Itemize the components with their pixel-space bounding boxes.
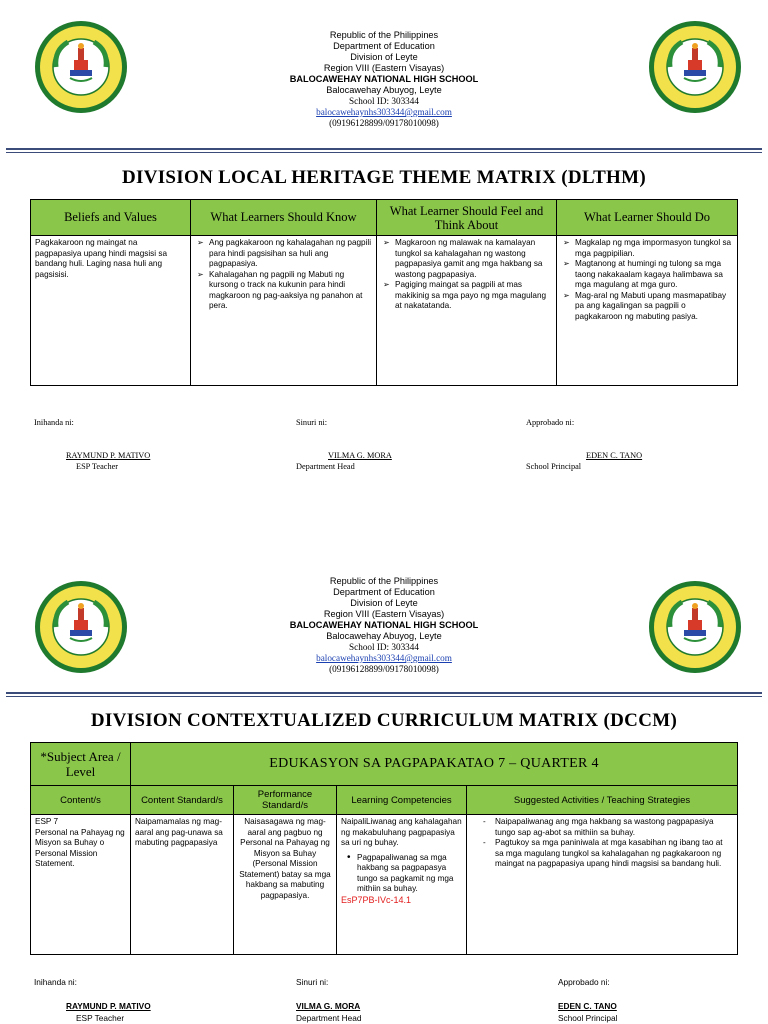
checked-label: Sinuri ni:: [296, 977, 329, 987]
division-line: Division of Leyte: [350, 598, 418, 608]
prepared-label: Inihanda ni:: [34, 418, 74, 427]
subject-area-label: *Subject Area / Level: [31, 743, 131, 786]
school-name: BALOCAWEHAY NATIONAL HIGH SCHOOL: [289, 620, 479, 630]
checked-role: Department Head: [296, 462, 355, 471]
school-id: School ID: 303344: [349, 96, 419, 106]
dccm-title: DIVISION CONTEXTUALIZED CURRICULUM MATRIX (DCCM): [90, 710, 678, 731]
competency-text: NaipaliLiwanag ang kahalagahan ng makabuluhang pagpapasiya sa uri ng buhay.: [341, 817, 462, 847]
header-performance-standard: Performance Standard/s: [234, 786, 337, 815]
region-line: Region VIII (Eastern Visayas): [323, 609, 445, 619]
school-address: Balocawehay Abuyog, Leyte: [326, 631, 442, 641]
prepared-name: RAYMUND P. MATIVO: [66, 451, 151, 460]
competency-code: EsP7PB-IVc-14.1: [341, 894, 412, 905]
list-item: ➢ Ang pagkakaroon ng kahalagahan ng pagpili para hindi pagsisihan sa huli ang pagpapasiya.: [195, 238, 372, 270]
signatories: [0, 560, 768, 1024]
beliefs-cell: Pagkakaroon ng maingat na pagpapasiya upang hindi magsisi sa bandang huli. Laging nasa huli ang pagsisisi.: [31, 236, 191, 386]
header-content-standard: Content Standard/s: [131, 786, 234, 815]
list-item: - Pagtukoy sa mga paniniwala at mga kasabihan ng ibang tao at sa mga magulang tungkol sa kahalagahan ng pagkakaroon ng maingat na pagpapasiya upang hindi magsisi sa bandang huli.: [481, 838, 723, 870]
content-text: Personal na Pahayag ng Misyon sa Buhay o Personal Mission Statement.: [35, 827, 125, 868]
list-item: ➢ Magkaroon ng malawak na kamalayan tungkol sa kahalagahan ng wastong pagpapasiya gamit ang mga hakbang sa wastong pagpapasiya.: [381, 238, 552, 280]
prepared-role: ESP Teacher: [76, 1013, 125, 1023]
dlthm-title: DIVISION LOCAL HERITAGE THEME MATRIX (DLTHM): [122, 167, 646, 188]
performance-standard-cell: Naisasagawa ng mag-aaral ang pagbuo ng Personal na Pahayag ng Misyon sa Buhay (Personal Mission Statement) batay sa mga hakbang sa mabuting pagpapasiya.: [234, 815, 337, 955]
deped-line: Department of Education: [333, 587, 435, 597]
content-standard-cell: Naipamamalas ng mag-aaral ang pag-unawa sa mabuting pagpapasiya: [131, 815, 234, 955]
school-id: School ID: 303344: [349, 642, 419, 652]
header-learning-competencies: Learning Competencies: [337, 786, 467, 815]
division-line: Division of Leyte: [350, 52, 418, 62]
region-line: Region VIII (Eastern Visayas): [323, 63, 445, 73]
school-name: BALOCAWEHAY NATIONAL HIGH SCHOOL: [289, 74, 479, 84]
school-phone: (09196128899/09178010098): [329, 664, 439, 674]
approved-name: EDEN C. TANO: [586, 451, 643, 460]
subject-area-value: EDUKASYON SA PAGPAPAKATAO 7 – QUARTER 4: [131, 743, 738, 786]
prepared-name: RAYMUND P. MATIVO: [66, 1001, 151, 1011]
republic-line: Republic of the Philippines: [329, 576, 439, 586]
prepared-label: Inihanda ni:: [34, 977, 77, 987]
checked-label: Sinuri ni:: [296, 418, 328, 427]
header-feel: What Learner Should Feel and Think About: [377, 200, 557, 236]
approved-label: Approbado ni:: [526, 418, 575, 427]
list-item: - Naipapaliwanag ang mga hakbang sa wastong pagpapasiya tungo sap ag-abot sa mithiin sa buhay.: [481, 817, 723, 838]
school-email-link[interactable]: balocawehaynhs303344@gmail.com: [316, 107, 452, 117]
school-phone: (09196128899/09178010098): [329, 118, 439, 128]
school-address: Balocawehay Abuyog, Leyte: [326, 85, 442, 95]
list-item: ➢ Pagiging maingat sa pagpili at mas makikinig sa mga payo ng mga magulang at nakatatanda.: [381, 280, 552, 312]
content-code: ESP 7: [35, 817, 59, 826]
school-email-link[interactable]: balocawehaynhs303344@gmail.com: [316, 653, 452, 663]
list-item: ➢ Kahalagahan ng pagpili ng Mabuti ng kursong o track na kukunin para hindi magkaroon ng pag-aaksiya ng panahon at pera.: [195, 270, 372, 312]
deped-line: Department of Education: [333, 41, 435, 51]
list-item: ➢ Magtanong at humingi ng tulong sa mga taong nakakaalam kagaya halimbawa sa mga magulang at mga guro.: [561, 259, 733, 291]
header-do: What Learner Should Do: [557, 200, 738, 236]
approved-role: School Principal: [526, 462, 582, 471]
competency-item: • Pagpapaliwanag sa mga hakbang sa pagpapasya tungo sa pagkamit ng mga mithiin sa buhay.: [341, 853, 462, 895]
checked-role: Department Head: [296, 1013, 362, 1023]
header-beliefs: Beliefs and Values: [31, 200, 191, 236]
list-item: ➢ Mag-aral ng Mabuti upang masmapatibay pa ang kagalingan sa pagpili o pagkakaroon ng mabuting pasiya.: [561, 291, 733, 323]
checked-name: VILMA G. MORA: [296, 1001, 361, 1011]
dccm-page: [0, 560, 768, 1024]
checked-name: VILMA G. MORA: [328, 451, 392, 460]
approved-name: EDEN C. TANO: [558, 1001, 617, 1011]
approved-role: School Principal: [558, 1013, 618, 1023]
list-item: ➢ Magkalap ng mga impormasyon tungkol sa mga pagpipilian.: [561, 238, 733, 259]
prepared-role: ESP Teacher: [76, 462, 119, 471]
header-contents: Content/s: [31, 786, 131, 815]
approved-label: Approbado ni:: [558, 977, 610, 987]
header-know: What Learners Should Know: [191, 200, 377, 236]
header-suggested-activities: Suggested Activities / Teaching Strategies: [467, 786, 738, 815]
republic-line: Republic of the Philippines: [329, 30, 439, 40]
